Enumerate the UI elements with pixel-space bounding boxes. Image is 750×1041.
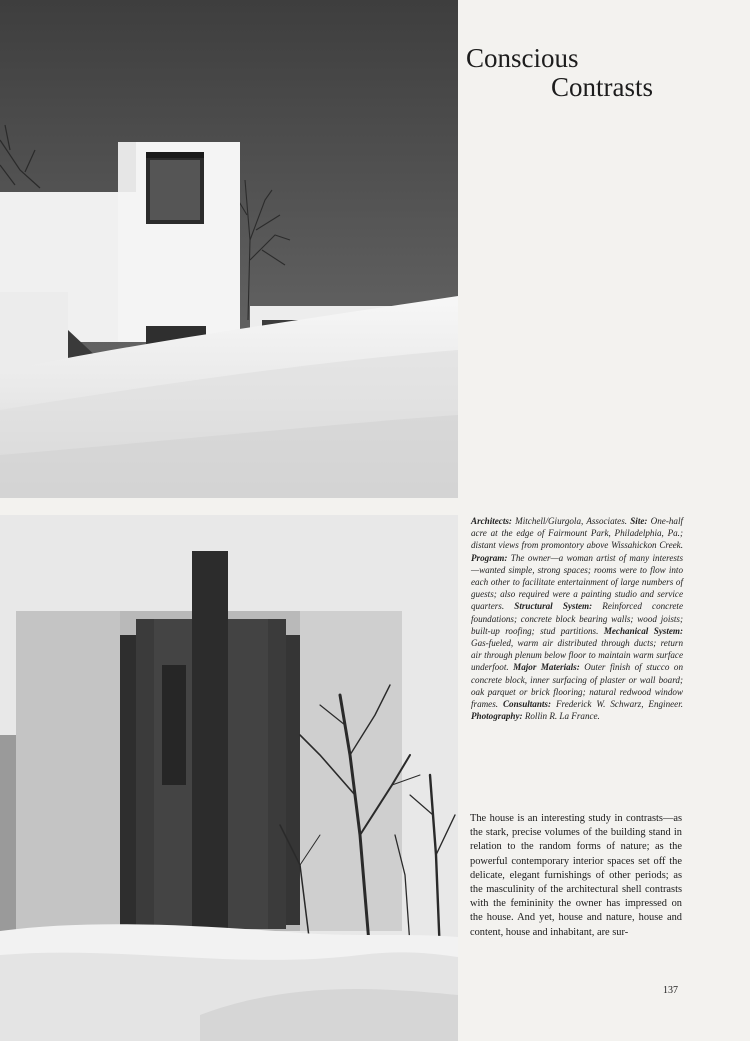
credit-text-site: One-half acre at the edge of Fairmount Park, Philadelphia, Pa.; distant views from promontory above Wissahickon Creek. [471,516,683,551]
photo-house-facade-chimney [0,515,458,1041]
title-line-1: Conscious [466,43,579,73]
credit-text-materials: Outer finish of stucco on concrete block, inner surfacing of plaster or wall board; oak parquet or brick flooring; natural redwood window frames. [471,662,683,710]
credit-text-program: The owner—a woman artist of many interests—wanted simple, strong spaces; rooms were to flow into each other to facilitate entertainment of large numbers of guests; also required were a painting studio and service quarters. [471,552,683,612]
page-number: 137 [663,985,678,996]
credit-label-site: Site: [630,516,648,526]
credit-text-photography: Rollin R. La France. [522,711,600,722]
credit-text-consultants: Frederick W. Schwarz, Engineer. [551,699,684,710]
article-title [466,44,706,102]
credit-label-architects: Architects: [471,516,512,526]
title-line-2: Contrasts [551,72,654,102]
article-body-paragraph: The house is an interesting study in contrasts—as the stark, precise volumes of the building stand in relation to the random forms of nature; as the powerful contemporary interior spaces set off the delicate, elegant furnishings of other periods; as the masculinity of the architectural shell contrasts with the femininity the owner has impressed on the house. And yet, house and nature, house and content, house and inhabitant, are sur- [470,813,682,938]
photo-house-snow-exterior [0,0,458,498]
credit-label-photography: Photography: [471,711,523,722]
credit-label-structural: Structural System: [514,601,593,612]
credit-label-program: Program: [471,552,508,563]
credit-text-mechanical: Gas-fueled, warm air distributed through ducts; return air through plenum below floor to maintain warm surface underfoot. [471,638,683,673]
credit-label-consultants: Consultants: [502,699,552,710]
project-credits [471,515,683,722]
photo-divider [0,498,458,515]
credit-text-structural: Reinforced concrete foundations; concrete block bearing walls; wood joists; built-up roofing; stud partitions. [471,601,683,636]
credit-label-mechanical: Mechanical System: [603,625,683,636]
credit-text-architects: Mitchell/Giurgola, Associates. [511,516,631,526]
credit-label-materials: Major Materials: [513,662,580,673]
